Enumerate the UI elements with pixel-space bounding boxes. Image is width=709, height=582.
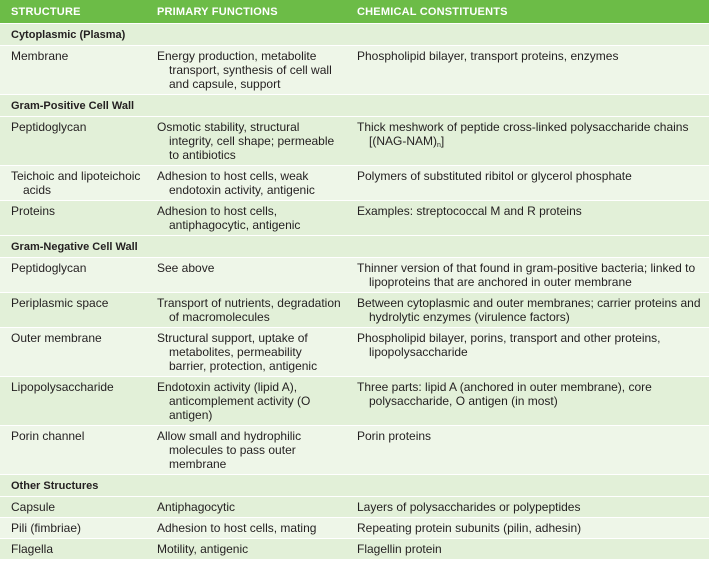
cell-constituents bbox=[346, 293, 709, 328]
functions-text: Adhesion to host cells, weak endotoxin activity, antigenic bbox=[157, 169, 315, 197]
constituents-text: Repeating protein subunits (pilin, adhesin) bbox=[357, 521, 582, 535]
header-chemical-constituents: CHEMICAL CONSTITUENTS bbox=[346, 0, 709, 24]
functions-text: Energy production, metabolite transport, synthesis of cell wall and capsule, support bbox=[157, 49, 332, 91]
functions-text: Allow small and hydrophilic molecules to pass outer membrane bbox=[157, 429, 302, 471]
functions-text: Adhesion to host cells, mating bbox=[157, 521, 317, 535]
functions-text: Adhesion to host cells, antiphagocytic, antigenic bbox=[157, 204, 301, 232]
constituents-text: Phospholipid bilayer, porins, transport and other proteins, lipopolysaccharide bbox=[357, 331, 661, 359]
cell-constituents bbox=[346, 497, 709, 518]
functions-text: Motility, antigenic bbox=[157, 542, 249, 556]
cell-functions bbox=[146, 293, 346, 328]
cell-constituents bbox=[346, 377, 709, 426]
constituents-text: Phospholipid bilayer, transport proteins, enzymes bbox=[357, 49, 619, 63]
table-row bbox=[0, 166, 709, 201]
cell-functions bbox=[146, 201, 346, 236]
functions-text: See above bbox=[157, 261, 215, 275]
cell-structure: Peptidoglycan bbox=[0, 258, 146, 293]
cell-structure: Proteins bbox=[0, 201, 146, 236]
constituents-text: Three parts: lipid A (anchored in outer membrane), core polysaccharide, O antigen (in most) bbox=[357, 380, 652, 408]
table-row bbox=[0, 293, 709, 328]
cell-functions bbox=[146, 117, 346, 166]
cell-structure: Flagella bbox=[0, 539, 146, 560]
header-structure: STRUCTURE bbox=[0, 0, 146, 24]
section-title: Cytoplasmic (Plasma) bbox=[0, 24, 709, 46]
cell-structure: Capsule bbox=[0, 497, 146, 518]
cell-structure bbox=[0, 166, 146, 201]
table-header bbox=[0, 0, 709, 24]
table-row bbox=[0, 201, 709, 236]
functions-text: Osmotic stability, structural integrity, cell shape; permeable to antibiotics bbox=[157, 120, 335, 162]
constituents-text bbox=[357, 120, 705, 148]
cell-structure: Peptidoglycan bbox=[0, 117, 146, 166]
section-title: Gram-Positive Cell Wall bbox=[0, 95, 709, 117]
cell-structure: Pili (fimbriae) bbox=[0, 518, 146, 539]
table-row bbox=[0, 46, 709, 95]
cell-constituents bbox=[346, 328, 709, 377]
section-row-other-structures bbox=[0, 475, 709, 497]
table-row bbox=[0, 328, 709, 377]
cell-structure: Lipopolysaccharide bbox=[0, 377, 146, 426]
functions-text: Transport of nutrients, degradation of macromolecules bbox=[157, 296, 341, 324]
constituents-text: Layers of polysaccharides or polypeptides bbox=[357, 500, 581, 514]
structure-text: Teichoic and lipoteichoic acids bbox=[11, 169, 141, 197]
cell-functions bbox=[146, 377, 346, 426]
table-body bbox=[0, 24, 709, 560]
constituents-text: Examples: streptococcal M and R proteins bbox=[357, 204, 582, 218]
functions-text: Structural support, uptake of metabolites, permeability barrier, protection, antigenic bbox=[157, 331, 318, 373]
subscript-n: n bbox=[437, 142, 441, 149]
constituents-text: Polymers of substituted ribitol or glycerol phosphate bbox=[357, 169, 632, 183]
cell-constituents bbox=[346, 166, 709, 201]
cell-structure: Periplasmic space bbox=[0, 293, 146, 328]
functions-text: Endotoxin activity (lipid A), anticomplement activity (O antigen) bbox=[157, 380, 311, 422]
section-row-gram-negative bbox=[0, 236, 709, 258]
header-row bbox=[0, 0, 709, 24]
cell-constituents bbox=[346, 518, 709, 539]
section-title: Other Structures bbox=[0, 475, 709, 497]
cell-constituents bbox=[346, 539, 709, 560]
cell-structure: Porin channel bbox=[0, 426, 146, 475]
constituents-text: Between cytoplasmic and outer membranes; carrier proteins and hydrolytic enzymes (virulence factors) bbox=[357, 296, 701, 324]
cell-constituents bbox=[346, 201, 709, 236]
section-row-cytoplasmic bbox=[0, 24, 709, 46]
cell-functions bbox=[146, 426, 346, 475]
cell-functions bbox=[146, 46, 346, 95]
cell-structure: Membrane bbox=[0, 46, 146, 95]
table-row bbox=[0, 426, 709, 475]
cell-constituents bbox=[346, 426, 709, 475]
table-row bbox=[0, 377, 709, 426]
cell-functions bbox=[146, 539, 346, 560]
section-row-gram-positive bbox=[0, 95, 709, 117]
table-row bbox=[0, 518, 709, 539]
cell-constituents bbox=[346, 46, 709, 95]
header-primary-functions: PRIMARY FUNCTIONS bbox=[146, 0, 346, 24]
cell-structure: Outer membrane bbox=[0, 328, 146, 377]
cell-functions bbox=[146, 497, 346, 518]
functions-text: Antiphagocytic bbox=[157, 500, 236, 514]
table-row bbox=[0, 258, 709, 293]
cell-constituents bbox=[346, 258, 709, 293]
table-row bbox=[0, 117, 709, 166]
cell-functions bbox=[146, 328, 346, 377]
constituents-text: Flagellin protein bbox=[357, 542, 442, 556]
constituents-main: Thick meshwork of peptide cross-linked polysaccharide chains [(NAG-NAM) bbox=[357, 120, 689, 148]
cell-functions bbox=[146, 166, 346, 201]
cell-functions bbox=[146, 518, 346, 539]
constituents-text: Porin proteins bbox=[357, 429, 432, 443]
table-row bbox=[0, 497, 709, 518]
cell-functions bbox=[146, 258, 346, 293]
table-row bbox=[0, 539, 709, 560]
cell-constituents bbox=[346, 117, 709, 166]
constituents-tail: ] bbox=[440, 134, 445, 148]
section-title: Gram-Negative Cell Wall bbox=[0, 236, 709, 258]
constituents-text: Thinner version of that found in gram-positive bacteria; linked to lipoproteins that are anchored in outer membrane bbox=[357, 261, 696, 289]
